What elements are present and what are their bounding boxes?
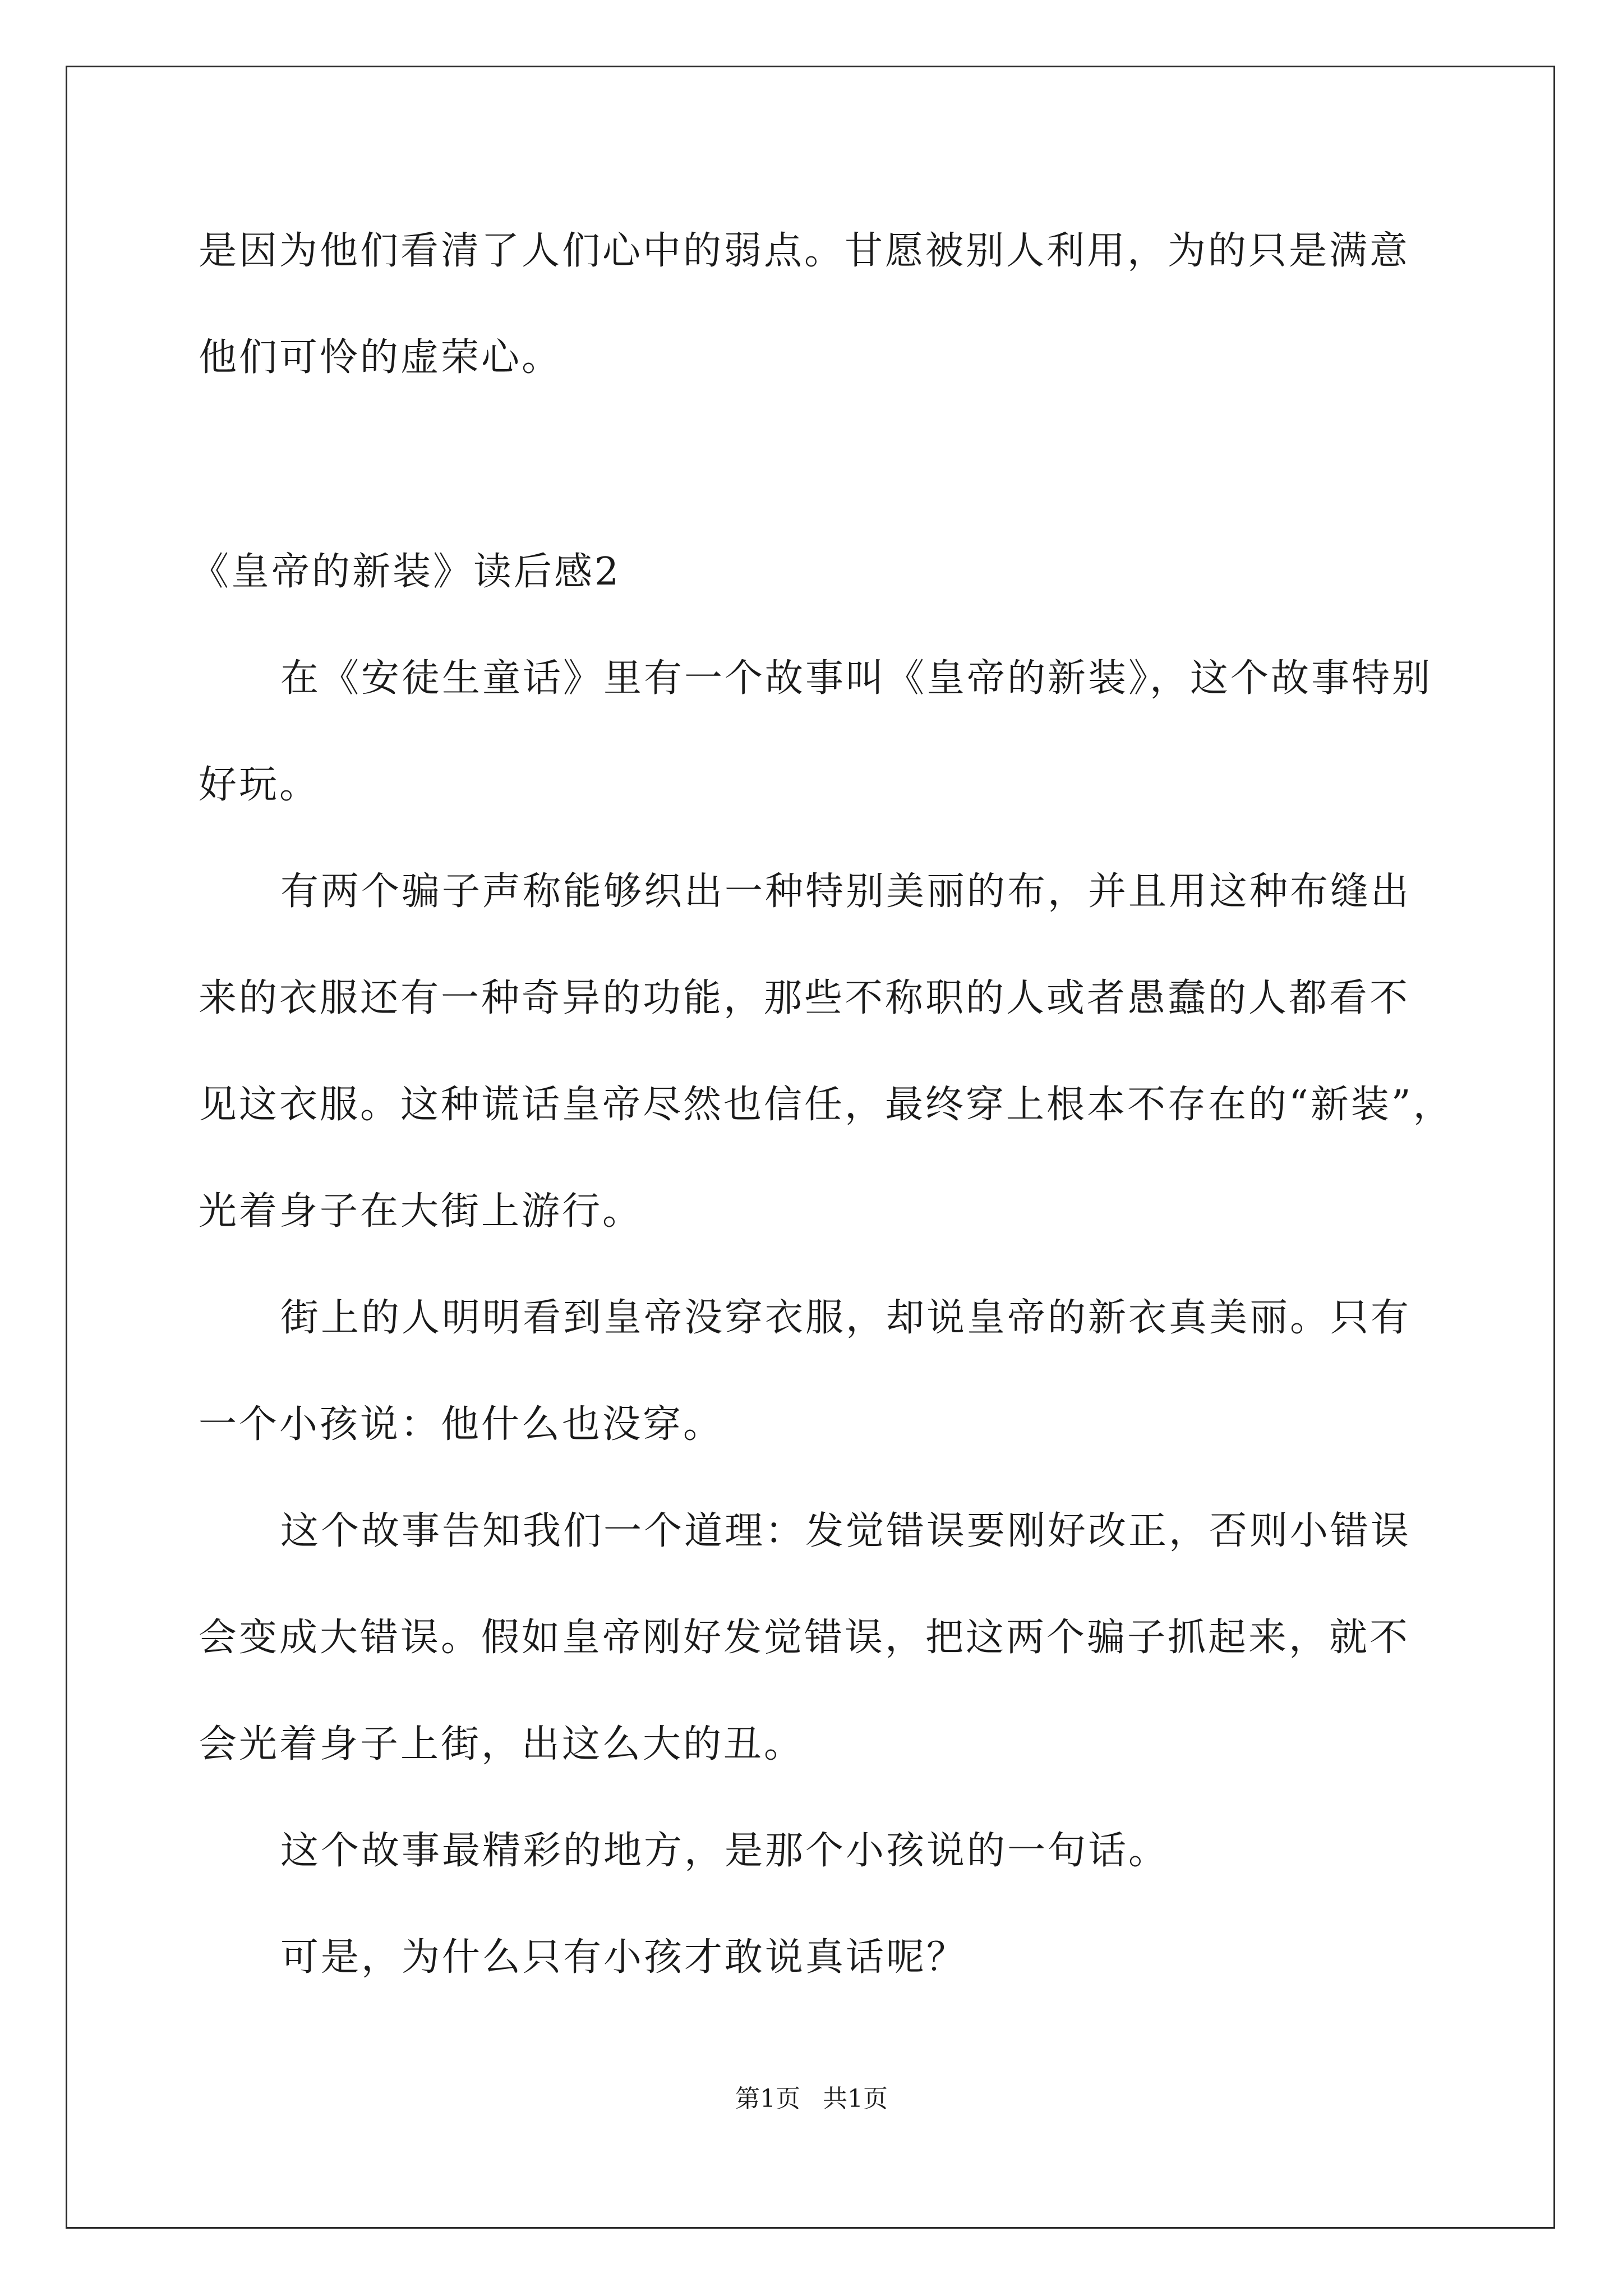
paragraph-line: 这个故事告知我们一个道理：发觉错误要刚好改正，否则小错误 xyxy=(280,1509,1412,1553)
page-border xyxy=(66,66,1555,2229)
paragraph-line: 在《安徒生童话》里有一个故事叫《皇帝的新装》，这个故事特别 xyxy=(280,656,1433,701)
page-number: 第1页 xyxy=(735,2085,800,2113)
paragraph-line: 好玩。 xyxy=(199,763,320,807)
paragraph-line: 一个小孩说：他什么也没穿。 xyxy=(199,1402,724,1447)
paragraph-line: 他们可怜的虚荣心。 xyxy=(199,335,562,380)
paragraph-line: 这个故事最精彩的地方，是那个小孩说的一句话。 xyxy=(280,1829,1169,1873)
paragraph-line: 来的衣服还有一种奇异的功能，那些不称职的人或者愚蠢的人都看不 xyxy=(199,976,1410,1020)
page-count: 共1页 xyxy=(823,2085,888,2113)
paragraph-line: 见这衣服。这种谎话皇帝尽然也信任，最终穿上根本不存在的“新装”， xyxy=(199,1083,1454,1127)
page-footer xyxy=(0,2082,1623,2116)
paragraph-line: 光着身子在大街上游行。 xyxy=(199,1189,643,1234)
paragraph-line: 是因为他们看清了人们心中的弱点。甘愿被别人利用，为的只是满意 xyxy=(199,229,1410,273)
paragraph-line: 会变成大错误。假如皇帝刚好发觉错误，把这两个骗子抓起来，就不 xyxy=(199,1616,1410,1660)
paragraph-line: 街上的人明明看到皇帝没穿衣服，却说皇帝的新衣真美丽。只有 xyxy=(280,1296,1412,1340)
paragraph-line: 有两个骗子声称能够织出一种特别美丽的布，并且用这种布缝出 xyxy=(280,869,1412,914)
section-title: 《皇帝的新装》读后感2 xyxy=(191,550,621,594)
paragraph-line: 可是，为什么只有小孩才敢说真话呢？ xyxy=(280,1935,967,1980)
paragraph-line: 会光着身子上街，出这么大的丑。 xyxy=(199,1722,805,1766)
